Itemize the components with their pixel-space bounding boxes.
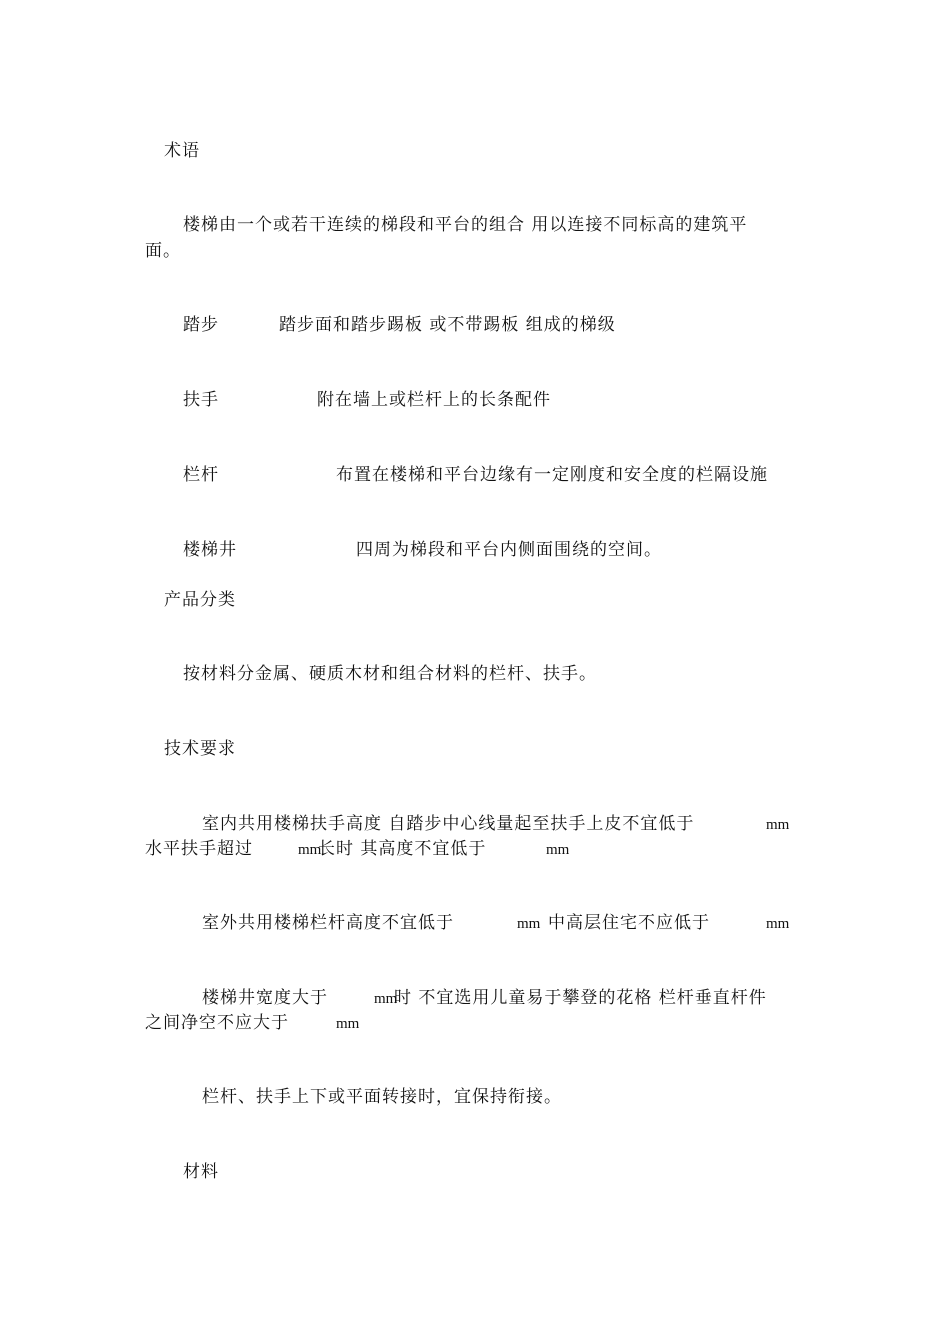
requirement-2-part1: 室外共用楼梯栏杆高度不宜低于 [202,913,454,933]
requirement-3-line1-part2: 时 不宜选用儿童易于攀登的花格 栏杆垂直杆件 [394,988,767,1008]
unit-mm: mm [298,842,322,858]
unit-mm: mm [517,916,541,932]
unit-mm: mm [546,842,570,858]
section-heading-materials: 材料 [183,1162,219,1182]
term-tread-description: 踏步面和踏步踢板 或不带踢板 组成的梯级 [279,315,616,335]
requirement-4: 栏杆、扶手上下或平面转接时，宜保持衔接。 [202,1087,562,1107]
section-heading-requirements: 技术要求 [164,739,236,759]
requirement-1-line2-part2: 长时 其高度不宜低于 [318,839,487,859]
section-heading-terms: 术语 [164,141,200,161]
requirement-2-part2: 中高层住宅不应低于 [548,913,710,933]
term-handrail: 扶手 [183,390,219,410]
unit-mm: mm [374,991,398,1007]
classification-text: 按材料分金属、硬质木材和组合材料的栏杆、扶手。 [183,664,597,684]
requirement-3-line1-part1: 楼梯井宽度大于 [202,988,328,1008]
requirement-1-line2-part1: 水平扶手超过 [145,839,253,859]
requirement-3-line2: 之间净空不应大于 [145,1013,289,1033]
unit-mm: mm [336,1016,360,1032]
stair-definition-line1: 楼梯由一个或若干连续的梯段和平台的组合 用以连接不同标高的建筑平 [183,215,748,235]
unit-mm: mm [766,916,790,932]
term-stairwell: 楼梯井 [183,540,237,560]
term-tread: 踏步 [183,315,219,335]
term-railing-description: 布置在楼梯和平台边缘有一定刚度和安全度的栏隔设施 [336,465,768,485]
term-handrail-description: 附在墙上或栏杆上的长条配件 [317,390,551,410]
term-stairwell-description: 四周为梯段和平台内侧面围绕的空间。 [356,540,662,560]
stair-definition-line2: 面。 [145,241,181,261]
unit-mm: mm [766,817,790,833]
requirement-1-line1: 室内共用楼梯扶手高度 自踏步中心线量起至扶手上皮不宜低于 [202,814,695,834]
section-heading-classification: 产品分类 [164,590,236,610]
term-railing: 栏杆 [183,465,219,485]
